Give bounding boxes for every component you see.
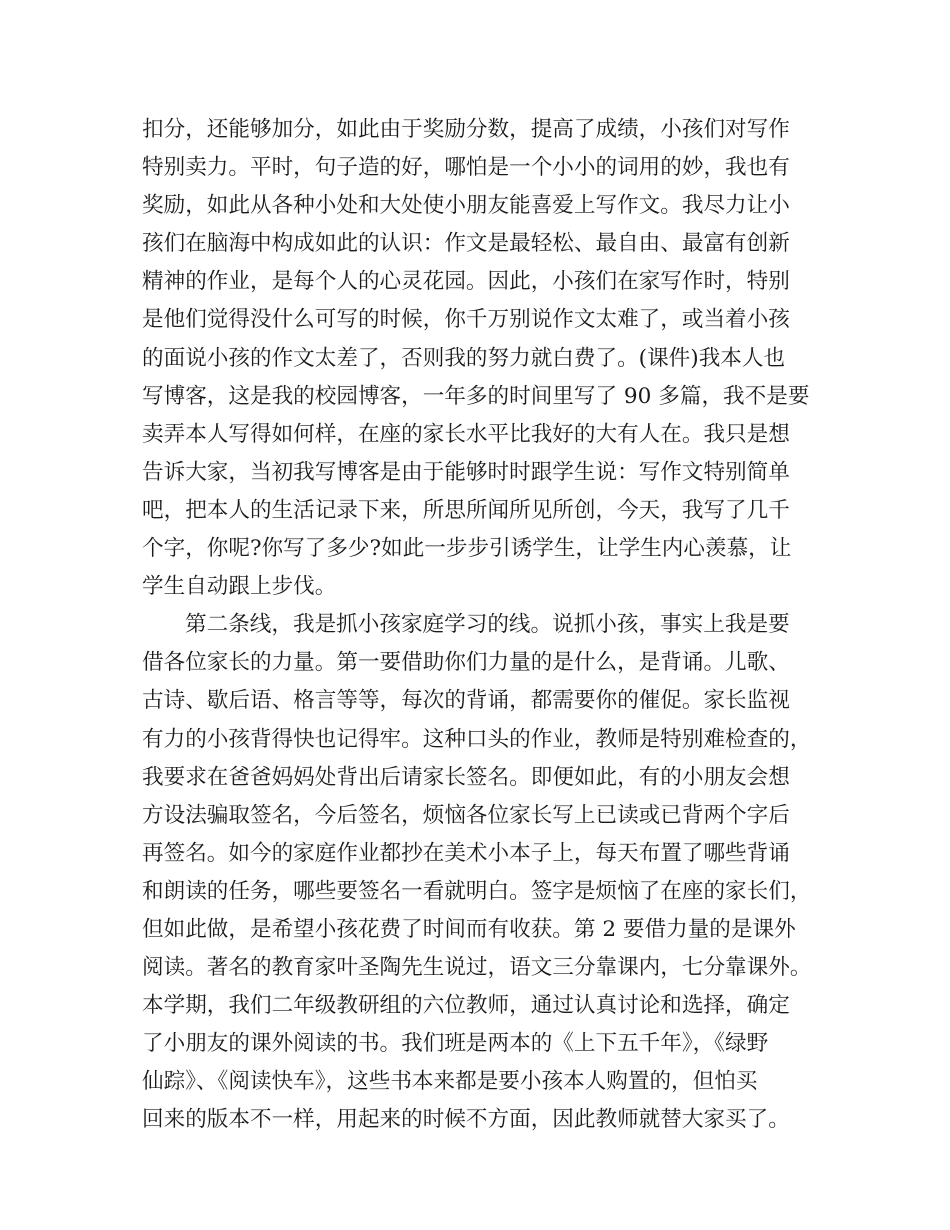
text-line: 借各位家长的力量。第一要借助你们力量的是什么，是背诵。儿歌、 [142,650,790,676]
text-line: 回来的版本不一样，用起来的时候不方面，因此教师就替大家买了。 [142,1107,790,1133]
text-line: 个字，你呢?你写了多少?如此一步步引诱学生，让学生内心羡慕，让 [142,536,792,562]
text-line: 了小朋友的课外阅读的书。我们班是两本的《上下五千年》，《绿野 [142,1031,769,1057]
text-line: 是他们觉得没什么可写的时候，你千万别说作文太难了，或当着小孩 [142,307,790,333]
text-line: 扣分，还能够加分，如此由于奖励分数，提高了成绩，小孩们对写作 [142,117,790,142]
text-line: 奖励，如此从各种小处和大处使小朋友能喜爱上写作文。我尽力让小 [142,193,790,219]
paragraph-first-line: 第二条线，我是抓小孩家庭学习的线。说抓小孩，事实上我是要 [185,612,790,638]
text-line: 有力的小孩背得快也记得牢。这种口头的作业，教师是特别难检查的， [142,726,812,752]
text-line: 我要求在爸爸妈妈处背出后请家长签名。即便如此，有的小朋友会想 [142,764,790,790]
text-line: 告诉大家，当初我写博客是由于能够时时跟学生说：写作文特别简单 [142,459,790,485]
text-line: 仙踪》、《阅读快车》，这些书本来都是要小孩本人购置的，但怕买 [142,1069,758,1095]
text-line: 再签名。如今的家庭作业都抄在美术小本子上，每天布置了哪些背诵 [142,840,790,866]
text-line: 学生自动跟上步伐。 [142,574,337,600]
text-line: 特别卖力。平时，句子造的好，哪怕是一个小小的词用的妙，我也有 [142,155,790,181]
text-line: 古诗、歇后语、格言等等，每次的背诵，都需要你的催促。家长监视 [142,688,790,714]
body-text [142,111,842,1140]
text-line: 和朗读的任务，哪些要签名一看就明白。签字是烦恼了在座的家长们， [142,878,812,904]
text-line: 本学期，我们二年级教研组的六位教师，通过认真讨论和选择，确定 [142,993,790,1019]
text-line: 卖弄本人写得如何样，在座的家长水平比我好的大有人在。我只是想 [142,421,790,447]
text-line: 阅读。著名的教育家叶圣陶先生说过，语文三分靠课内，七分靠课外。 [142,955,812,981]
text-line: 但如此做，是希望小孩花费了时间而有收获。第 2 要借力量的是课外 [142,916,796,942]
text-line: 的面说小孩的作文太差了，否则我的努力就白费了。(课件)我本人也 [142,345,786,371]
text-line: 精神的作业，是每个人的心灵花园。因此，小孩们在家写作时，特别 [142,269,790,295]
text-line: 方设法骗取签名，今后签名，烦恼各位家长写上已读或已背两个字后 [142,802,790,828]
text-line: 写博客，这是我的校园博客，一年多的时间里写了 90 多篇，我不是要 [142,383,810,409]
text-line: 孩们在脑海中构成如此的认识：作文是最轻松、最自由、最富有创新 [142,231,790,257]
text-line: 吧，把本人的生活记录下来，所思所闻所见所创，今天，我写了几千 [142,497,790,523]
